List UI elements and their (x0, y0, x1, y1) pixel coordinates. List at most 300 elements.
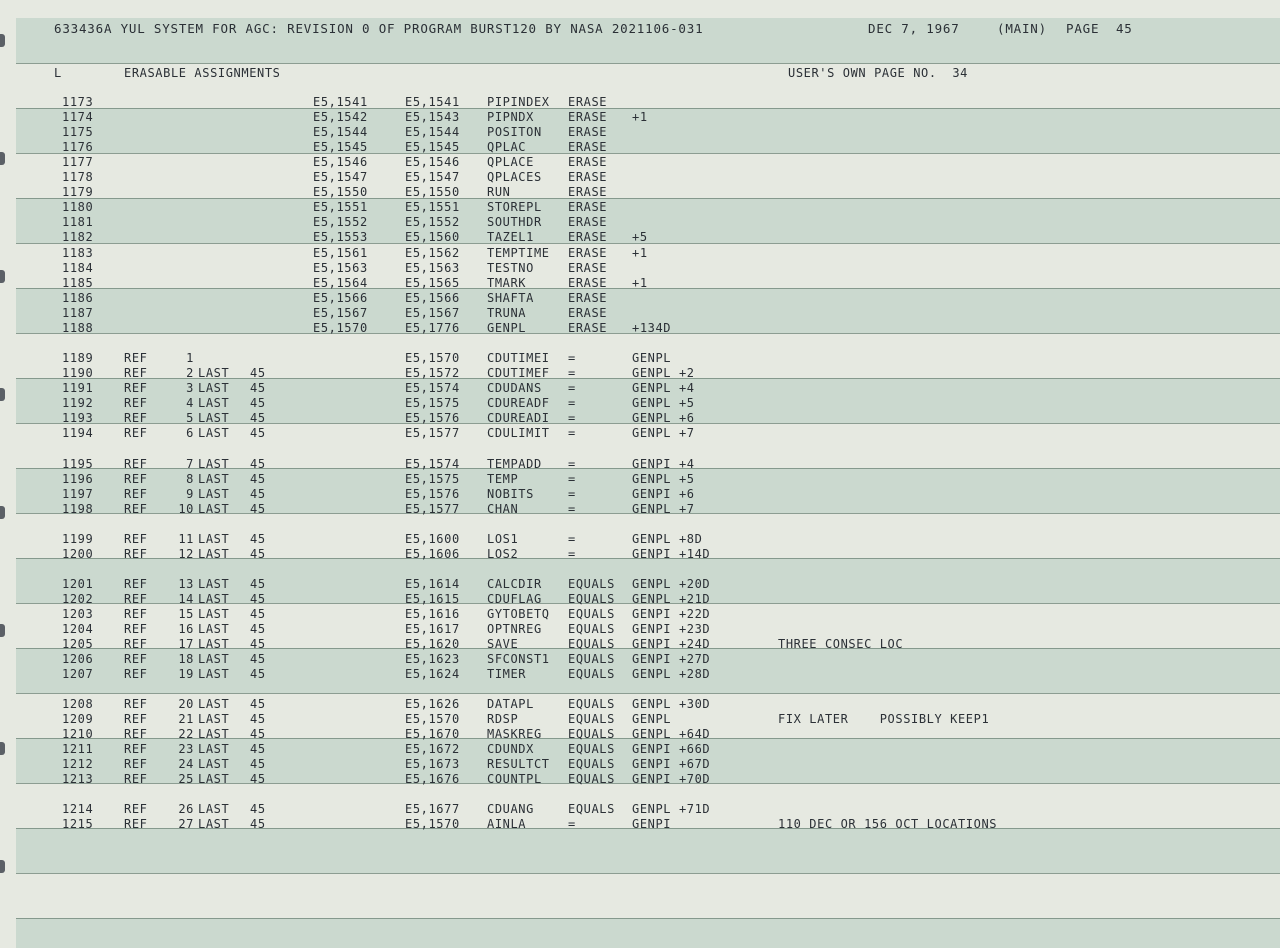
last-keyword: LAST (198, 592, 230, 607)
line-number: 1181 (62, 215, 94, 230)
last-page: 45 (250, 727, 266, 742)
operation: EQUALS (568, 592, 615, 607)
symbol-name: SAVE (487, 637, 519, 652)
operation: = (568, 351, 576, 365)
last-page: 45 (250, 396, 266, 411)
assigned-address: E5,1574 (405, 457, 460, 471)
ref-count: 23 (178, 742, 194, 757)
operand: +1 (632, 110, 648, 125)
assigned-address: E5,1617 (405, 622, 460, 637)
assigned-address: E5,1577 (405, 502, 460, 517)
last-page: 45 (250, 532, 266, 546)
assigned-address: E5,1676 (405, 772, 460, 787)
tractor-hole (0, 34, 5, 47)
tractor-hole (0, 742, 5, 755)
last-page: 45 (250, 757, 266, 772)
ref-keyword: REF (124, 817, 148, 832)
last-page: 45 (250, 802, 266, 816)
symbol-name: TEMPTIME (487, 245, 550, 260)
line-number: 1188 (62, 320, 94, 335)
line-number: 1214 (62, 802, 94, 816)
line-number: 1190 (62, 366, 94, 381)
symbol-name: TESTNO (487, 260, 534, 275)
ref-count: 15 (178, 607, 194, 622)
band-rule (16, 243, 1280, 244)
operand: GENPL (632, 351, 672, 365)
ref-keyword: REF (124, 757, 148, 772)
operand: GENPL +64D (632, 727, 711, 742)
ref-count: 20 (178, 697, 194, 711)
symbol-name: PIPNDX (487, 110, 534, 125)
last-keyword: LAST (198, 622, 230, 637)
ref-count: 22 (178, 727, 194, 742)
ref-count: 27 (178, 817, 194, 832)
ref-keyword: REF (124, 502, 148, 517)
line-number: 1173 (62, 95, 94, 109)
assigned-address: E5,1776 (405, 320, 460, 335)
last-keyword: LAST (198, 396, 230, 411)
symbol-name: QPLACE (487, 155, 534, 170)
ref-count: 14 (178, 592, 194, 607)
symbol-name: LOS2 (487, 547, 519, 562)
last-keyword: LAST (198, 577, 230, 591)
ref-count: 5 (186, 411, 194, 426)
operation: ERASE (568, 125, 608, 140)
operation: EQUALS (568, 757, 615, 772)
line-number: 1196 (62, 472, 94, 487)
symbol-name: STOREPL (487, 200, 542, 215)
last-keyword: LAST (198, 532, 230, 546)
last-keyword: LAST (198, 757, 230, 772)
ref-count: 12 (178, 547, 194, 562)
symbol-name: CHAN (487, 502, 519, 517)
operand: GENPL +5 (632, 396, 695, 411)
line-number: 1193 (62, 411, 94, 426)
operation: = (568, 396, 576, 411)
last-keyword: LAST (198, 457, 230, 471)
assigned-address: E5,1574 (405, 381, 460, 396)
symbol-name: NOBITS (487, 487, 534, 502)
last-page: 45 (250, 607, 266, 622)
symbol-name: CDULIMIT (487, 426, 550, 441)
band-rule (16, 108, 1280, 109)
assigned-address: E5,1566 (405, 290, 460, 305)
tractor-hole (0, 270, 5, 283)
operation: = (568, 502, 576, 517)
assigned-address: E5,1626 (405, 697, 460, 711)
last-page: 45 (250, 457, 266, 471)
operation: ERASE (568, 245, 608, 260)
last-page: 45 (250, 487, 266, 502)
last-page: 45 (250, 667, 266, 682)
greenbar-band (16, 108, 1280, 153)
ref-keyword: REF (124, 487, 148, 502)
ref-count: 6 (186, 426, 194, 441)
band-rule (16, 693, 1280, 694)
last-keyword: LAST (198, 426, 230, 441)
assigned-address: E5,1544 (405, 125, 460, 140)
ref-keyword: REF (124, 351, 148, 365)
line-number: 1210 (62, 727, 94, 742)
assigned-address: E5,1672 (405, 742, 460, 757)
line-number: 1187 (62, 305, 94, 320)
operand: GENPI +66D (632, 742, 711, 757)
line-number: 1189 (62, 351, 94, 365)
ref-count: 2 (186, 366, 194, 381)
last-page: 45 (250, 547, 266, 562)
last-keyword: LAST (198, 652, 230, 667)
last-page: 45 (250, 592, 266, 607)
assigned-address: E5,1614 (405, 577, 460, 591)
operand: +1 (632, 245, 648, 260)
tractor-hole (0, 624, 5, 637)
operand: +134D (632, 320, 672, 335)
operand: GENPL +30D (632, 697, 711, 711)
line-number: 1194 (62, 426, 94, 441)
ref-keyword: REF (124, 772, 148, 787)
operand: GENPL +7 (632, 502, 695, 517)
line-number: 1183 (62, 245, 94, 260)
line-number: 1198 (62, 502, 94, 517)
assigned-address: E5,1563 (405, 260, 460, 275)
ref-keyword: REF (124, 457, 148, 471)
ref-count: 13 (178, 577, 194, 591)
band-rule (16, 918, 1280, 919)
symbol-name: CDUFLAG (487, 592, 542, 607)
ref-keyword: REF (124, 802, 148, 816)
operation: EQUALS (568, 742, 615, 757)
last-keyword: LAST (198, 366, 230, 381)
operation: = (568, 366, 576, 381)
line-number: 1208 (62, 697, 94, 711)
last-keyword: LAST (198, 742, 230, 757)
operation: EQUALS (568, 802, 615, 816)
line-number: 1201 (62, 577, 94, 591)
line-number: 1209 (62, 712, 94, 727)
symbol-name: TRUNA (487, 305, 527, 320)
operand: GENPI +24D (632, 637, 711, 652)
location-counter: E5,1553 (313, 230, 368, 245)
operand: +5 (632, 230, 648, 245)
last-page: 45 (250, 742, 266, 757)
line-number: 1185 (62, 275, 94, 290)
comment: THREE CONSEC LOC (778, 637, 904, 652)
ref-count: 25 (178, 772, 194, 787)
operand: GENPI +14D (632, 547, 711, 562)
band-rule (16, 153, 1280, 154)
last-page: 45 (250, 426, 266, 441)
ref-keyword: REF (124, 652, 148, 667)
ref-keyword: REF (124, 607, 148, 622)
assigned-address: E5,1575 (405, 396, 460, 411)
ref-count: 10 (178, 502, 194, 517)
last-keyword: LAST (198, 381, 230, 396)
location-counter: E5,1566 (313, 290, 368, 305)
ref-count: 8 (186, 472, 194, 487)
symbol-name: TIMER (487, 667, 527, 682)
last-keyword: LAST (198, 712, 230, 727)
symbol-name: RDSP (487, 712, 519, 727)
operation: EQUALS (568, 697, 615, 711)
symbol-name: CDUTIMEF (487, 366, 550, 381)
ref-keyword: REF (124, 396, 148, 411)
tractor-hole (0, 152, 5, 165)
symbol-name: RESULTCT (487, 757, 550, 772)
line-number: 1191 (62, 381, 94, 396)
operation: = (568, 547, 576, 562)
log-code: L (54, 66, 62, 80)
assigned-address: E5,1600 (405, 532, 460, 546)
ref-count: 11 (178, 532, 194, 546)
symbol-name: RUN (487, 185, 511, 200)
ref-count: 16 (178, 622, 194, 637)
location-counter: E5,1544 (313, 125, 368, 140)
location-counter: E5,1567 (313, 305, 368, 320)
ref-keyword: REF (124, 712, 148, 727)
assigned-address: E5,1551 (405, 200, 460, 215)
operand: GENPL +2 (632, 366, 695, 381)
ref-keyword: REF (124, 426, 148, 441)
symbol-name: CDUDANS (487, 381, 542, 396)
operand: GENPL +28D (632, 667, 711, 682)
operand: GENPL +7 (632, 426, 695, 441)
location-counter: E5,1550 (313, 185, 368, 200)
operation: = (568, 472, 576, 487)
band-rule (16, 63, 1280, 64)
assigned-address: E5,1552 (405, 215, 460, 230)
user-page-number: USER'S OWN PAGE NO. 34 (788, 66, 968, 80)
line-number: 1203 (62, 607, 94, 622)
assigned-address: E5,1543 (405, 110, 460, 125)
ref-keyword: REF (124, 742, 148, 757)
line-number: 1180 (62, 200, 94, 215)
ref-keyword: REF (124, 411, 148, 426)
tractor-hole (0, 506, 5, 519)
operand: GENPL +6 (632, 411, 695, 426)
assigned-address: E5,1616 (405, 607, 460, 622)
last-keyword: LAST (198, 772, 230, 787)
operation: EQUALS (568, 712, 615, 727)
line-number: 1207 (62, 667, 94, 682)
symbol-name: COUNTPL (487, 772, 542, 787)
assigned-address: E5,1546 (405, 155, 460, 170)
ref-count: 3 (186, 381, 194, 396)
operation: ERASE (568, 260, 608, 275)
operand: GENPI +6 (632, 487, 695, 502)
comment: 110 DEC OR 156 OCT LOCATIONS (778, 817, 998, 832)
last-keyword: LAST (198, 817, 230, 832)
last-page: 45 (250, 637, 266, 652)
operand: GENPI (632, 817, 672, 832)
line-number: 1215 (62, 817, 94, 832)
program-header: 633436A YUL SYSTEM FOR AGC: REVISION 0 OF PROGRAM BURST120 BY NASA 2021106-031 (54, 21, 704, 36)
symbol-name: OPTNREG (487, 622, 542, 637)
line-number: 1202 (62, 592, 94, 607)
operation: = (568, 817, 576, 832)
header-date: DEC 7, 1967 (868, 21, 960, 36)
tractor-hole (0, 860, 5, 873)
line-number: 1179 (62, 185, 94, 200)
tractor-hole (0, 388, 5, 401)
last-keyword: LAST (198, 637, 230, 652)
operation: ERASE (568, 110, 608, 125)
line-number: 1213 (62, 772, 94, 787)
line-number: 1186 (62, 290, 94, 305)
symbol-name: POSITON (487, 125, 542, 140)
location-counter: E5,1563 (313, 260, 368, 275)
symbol-name: CDUTIMEI (487, 351, 550, 365)
assigned-address: E5,1570 (405, 817, 460, 832)
greenbar-band (16, 198, 1280, 243)
symbol-name: TMARK (487, 275, 527, 290)
symbol-name: TEMPADD (487, 457, 542, 471)
location-counter: E5,1541 (313, 95, 368, 109)
last-keyword: LAST (198, 502, 230, 517)
header-section: (MAIN) (997, 21, 1047, 36)
last-keyword: LAST (198, 697, 230, 711)
line-number: 1182 (62, 230, 94, 245)
ref-keyword: REF (124, 532, 148, 546)
symbol-name: QPLACES (487, 170, 542, 185)
operation: EQUALS (568, 772, 615, 787)
band-rule (16, 288, 1280, 289)
symbol-name: LOS1 (487, 532, 519, 546)
operation: = (568, 487, 576, 502)
greenbar-band (16, 828, 1280, 873)
operation: ERASE (568, 185, 608, 200)
symbol-name: DATAPL (487, 697, 534, 711)
ref-keyword: REF (124, 577, 148, 591)
symbol-name: TEMP (487, 472, 519, 487)
last-keyword: LAST (198, 472, 230, 487)
last-page: 45 (250, 472, 266, 487)
header-page: PAGE 45 (1066, 21, 1133, 36)
ref-count: 24 (178, 757, 194, 772)
operand: GENPL (632, 712, 672, 727)
assigned-address: E5,1623 (405, 652, 460, 667)
operation: EQUALS (568, 622, 615, 637)
symbol-name: SOUTHDR (487, 215, 542, 230)
last-keyword: LAST (198, 802, 230, 816)
line-number: 1174 (62, 110, 94, 125)
operation: ERASE (568, 305, 608, 320)
line-number: 1184 (62, 260, 94, 275)
last-keyword: LAST (198, 727, 230, 742)
assigned-address: E5,1570 (405, 351, 460, 365)
operation: ERASE (568, 95, 608, 109)
assigned-address: E5,1570 (405, 712, 460, 727)
symbol-name: MASKREG (487, 727, 542, 742)
operation: = (568, 411, 576, 426)
assigned-address: E5,1550 (405, 185, 460, 200)
operation: EQUALS (568, 607, 615, 622)
line-number: 1200 (62, 547, 94, 562)
assigned-address: E5,1547 (405, 170, 460, 185)
operand: GENPI +27D (632, 652, 711, 667)
line-number: 1178 (62, 170, 94, 185)
assigned-address: E5,1673 (405, 757, 460, 772)
assigned-address: E5,1620 (405, 637, 460, 652)
assigned-address: E5,1545 (405, 140, 460, 155)
last-page: 45 (250, 772, 266, 787)
ref-keyword: REF (124, 667, 148, 682)
operation: ERASE (568, 170, 608, 185)
ref-keyword: REF (124, 547, 148, 562)
line-number: 1206 (62, 652, 94, 667)
operand: GENPI +22D (632, 607, 711, 622)
last-keyword: LAST (198, 547, 230, 562)
assigned-address: E5,1575 (405, 472, 460, 487)
assigned-address: E5,1572 (405, 366, 460, 381)
operation: ERASE (568, 290, 608, 305)
ref-count: 19 (178, 667, 194, 682)
symbol-name: CALCDIR (487, 577, 542, 591)
symbol-name: CDUNDX (487, 742, 534, 757)
location-counter: E5,1547 (313, 170, 368, 185)
assigned-address: E5,1565 (405, 275, 460, 290)
last-page: 45 (250, 652, 266, 667)
ref-count: 26 (178, 802, 194, 816)
assigned-address: E5,1577 (405, 426, 460, 441)
operation: EQUALS (568, 577, 615, 591)
operation: ERASE (568, 200, 608, 215)
symbol-name: GYTOBETQ (487, 607, 550, 622)
operand: GENPL +5 (632, 472, 695, 487)
ref-count: 18 (178, 652, 194, 667)
operand: +1 (632, 275, 648, 290)
ref-count: 17 (178, 637, 194, 652)
operation: = (568, 457, 576, 471)
operand: GENPL +8D (632, 532, 703, 546)
assigned-address: E5,1576 (405, 487, 460, 502)
symbol-name: SHAFTA (487, 290, 534, 305)
ref-keyword: REF (124, 366, 148, 381)
band-rule (16, 873, 1280, 874)
location-counter: E5,1546 (313, 155, 368, 170)
location-counter: E5,1570 (313, 320, 368, 335)
last-keyword: LAST (198, 487, 230, 502)
line-number: 1205 (62, 637, 94, 652)
last-page: 45 (250, 697, 266, 711)
operand: GENPI +67D (632, 757, 711, 772)
ref-keyword: REF (124, 697, 148, 711)
last-keyword: LAST (198, 667, 230, 682)
symbol-name: TAZEL1 (487, 230, 534, 245)
assigned-address: E5,1606 (405, 547, 460, 562)
line-number: 1211 (62, 742, 94, 757)
comment: FIX LATER POSSIBLY KEEP1 (778, 712, 990, 727)
ref-count: 9 (186, 487, 194, 502)
last-page: 45 (250, 502, 266, 517)
line-number: 1197 (62, 487, 94, 502)
line-number: 1175 (62, 125, 94, 140)
operation: EQUALS (568, 727, 615, 742)
assigned-address: E5,1560 (405, 230, 460, 245)
location-counter: E5,1551 (313, 200, 368, 215)
line-number: 1199 (62, 532, 94, 546)
operation: = (568, 426, 576, 441)
assigned-address: E5,1670 (405, 727, 460, 742)
ref-keyword: REF (124, 592, 148, 607)
operation: EQUALS (568, 652, 615, 667)
location-counter: E5,1542 (313, 110, 368, 125)
operand: GENPL +71D (632, 802, 711, 816)
operation: ERASE (568, 140, 608, 155)
line-number: 1195 (62, 457, 94, 471)
symbol-name: CDUREADF (487, 396, 550, 411)
symbol-name: PIPINDEX (487, 95, 550, 109)
operand: GENPI +23D (632, 622, 711, 637)
